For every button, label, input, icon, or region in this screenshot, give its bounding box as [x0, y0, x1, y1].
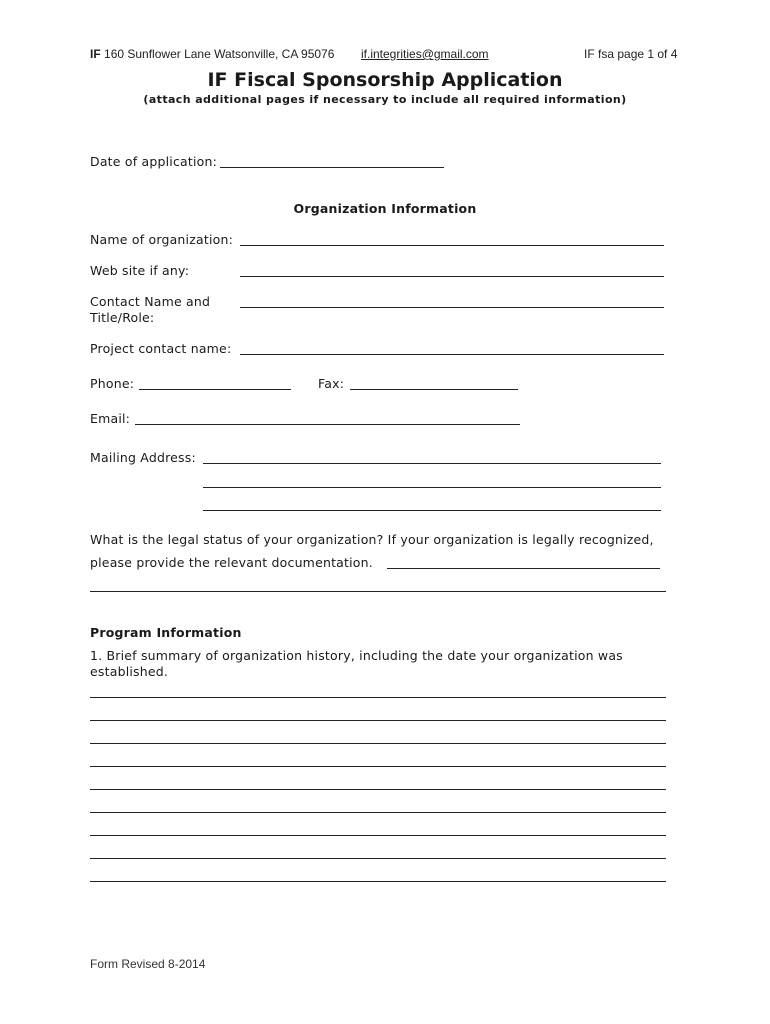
fax-label: Fax: — [318, 376, 345, 391]
history-answer-line[interactable] — [90, 697, 666, 698]
org-address: 160 Sunflower Lane Watsonville, CA 95076 — [104, 47, 335, 61]
project-contact-field[interactable] — [240, 354, 664, 355]
brand-mark: IF — [90, 47, 101, 61]
legal-status-question-line2: please provide the relevant documentation. — [90, 555, 373, 570]
mailing-address-field-line1[interactable] — [203, 463, 661, 464]
email-field[interactable] — [135, 424, 520, 425]
history-answer-line[interactable] — [90, 835, 666, 836]
date-label: Date of application: — [90, 154, 218, 169]
history-answer-line[interactable] — [90, 881, 666, 882]
form-revision-footer: Form Revised 8-2014 — [90, 957, 206, 971]
contact-label-line1: Contact Name and — [90, 294, 211, 309]
history-answer-line[interactable] — [90, 766, 666, 767]
history-answer-line[interactable] — [90, 858, 666, 859]
history-question-line2: established. — [90, 664, 169, 679]
history-answer-line[interactable] — [90, 720, 666, 721]
mailing-address-label: Mailing Address: — [90, 450, 196, 465]
website-label: Web site if any: — [90, 263, 190, 278]
legal-status-field-extra[interactable] — [90, 591, 666, 592]
history-question-line1: 1. Brief summary of organization history, including the date your organization was — [90, 648, 623, 663]
org-section-heading: Organization Information — [293, 201, 477, 216]
mailing-address-field-line2[interactable] — [203, 487, 661, 488]
contact-email-link[interactable]: if.integrities@gmail.com — [361, 47, 489, 61]
contact-label-line2: Title/Role: — [90, 310, 155, 325]
form-subtitle: (attach additional pages if necessary to include all required information) — [143, 93, 627, 106]
program-section-heading: Program Information — [90, 625, 242, 640]
date-field[interactable] — [220, 167, 444, 168]
mailing-address-field-line3[interactable] — [203, 510, 661, 511]
org-name-field[interactable] — [240, 245, 664, 246]
history-answer-line[interactable] — [90, 812, 666, 813]
project-contact-label: Project contact name: — [90, 341, 232, 356]
legal-status-question-line1: What is the legal status of your organization? If your organization is legally recognized, — [90, 532, 654, 547]
form-title: IF Fiscal Sponsorship Application — [207, 69, 563, 91]
header-address-block — [90, 47, 334, 61]
website-field[interactable] — [240, 276, 664, 277]
fax-field[interactable] — [350, 389, 518, 390]
contact-name-field[interactable] — [240, 307, 664, 308]
page-indicator: IF fsa page 1 of 4 — [584, 47, 678, 61]
history-answer-line[interactable] — [90, 743, 666, 744]
org-name-label: Name of organization: — [90, 232, 234, 247]
legal-status-field[interactable] — [387, 568, 660, 569]
history-answer-line[interactable] — [90, 789, 666, 790]
email-label: Email: — [90, 411, 131, 426]
phone-label: Phone: — [90, 376, 135, 391]
phone-field[interactable] — [139, 389, 291, 390]
